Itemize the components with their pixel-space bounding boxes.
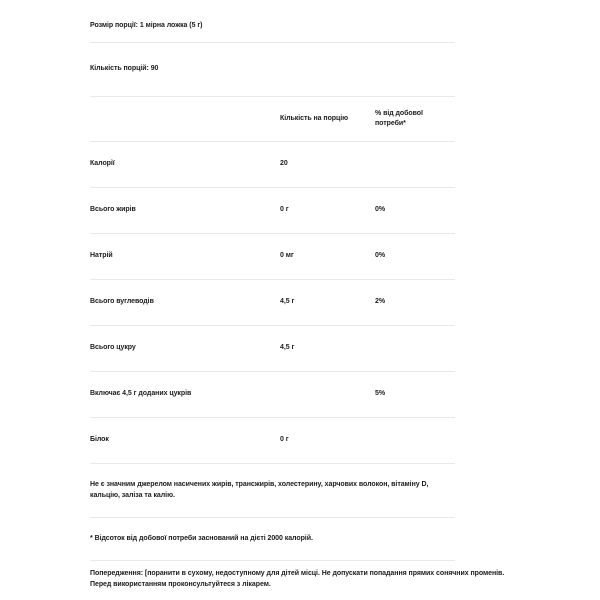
table-row	[90, 418, 455, 464]
table-row	[90, 280, 455, 326]
nutrient-label: Всього цукру	[90, 344, 136, 352]
nutrient-amount: 0 мг	[280, 252, 294, 260]
column-header-daily-value: % від добової потреби*	[375, 109, 423, 127]
nutrient-label: Всього жирів	[90, 206, 136, 214]
daily-value-footnote-text: * Відсоток від добової потреби заснований на дієті 2000 калорій.	[90, 534, 313, 542]
nutrient-daily-value: 2%	[375, 298, 386, 306]
nutrient-amount: 4,5 г	[280, 298, 295, 306]
warning-row	[90, 561, 522, 598]
nutrient-daily-value: 0%	[375, 252, 386, 260]
servings-count-text: Кількість порцій: 90	[90, 65, 159, 73]
nutrient-daily-value: 5%	[375, 390, 386, 398]
column-header-amount: Кількість на порцію	[280, 114, 349, 122]
serving-size-text: Розмір порції: 1 мірна ложка (5 г)	[90, 22, 203, 30]
nutrient-daily-value: 0%	[375, 206, 386, 214]
table-row	[90, 234, 455, 280]
daily-value-footnote-row	[90, 518, 455, 561]
nutrient-amount: 0 г	[280, 206, 289, 214]
serving-size-row	[90, 11, 455, 43]
nutrient-rows	[90, 142, 455, 464]
table-row	[90, 142, 455, 188]
nutrient-amount: 20	[280, 160, 288, 168]
nutrient-label: Включає 4,5 г доданих цукрів	[90, 390, 192, 398]
nutrient-label: Натрій	[90, 252, 113, 260]
table-row	[90, 188, 455, 234]
warning-text: Попередження: [поранити в сухому, недоступному для дітей місці. Не допускати попадання прямих сонячних променів. Перед використанням проконсультуйтеся з лікарем.	[90, 570, 505, 588]
table-row	[90, 372, 455, 418]
not-significant-note-row	[90, 464, 455, 518]
nutrient-label: Всього вуглеводів	[90, 298, 154, 306]
nutrient-amount: 0 г	[280, 436, 289, 444]
supplement-facts-panel	[90, 11, 505, 598]
servings-count-row	[90, 43, 455, 97]
nutrient-label: Калорії	[90, 160, 115, 168]
table-header-row	[90, 97, 455, 142]
nutrient-amount: 4,5 г	[280, 344, 295, 352]
table-row	[90, 326, 455, 372]
not-significant-note-text: Не є значним джерелом насичених жирів, трансжирів, холестерину, харчових волокон, вітаміну D, кальцію, заліза та калію.	[90, 481, 429, 499]
nutrient-label: Білок	[90, 436, 109, 444]
